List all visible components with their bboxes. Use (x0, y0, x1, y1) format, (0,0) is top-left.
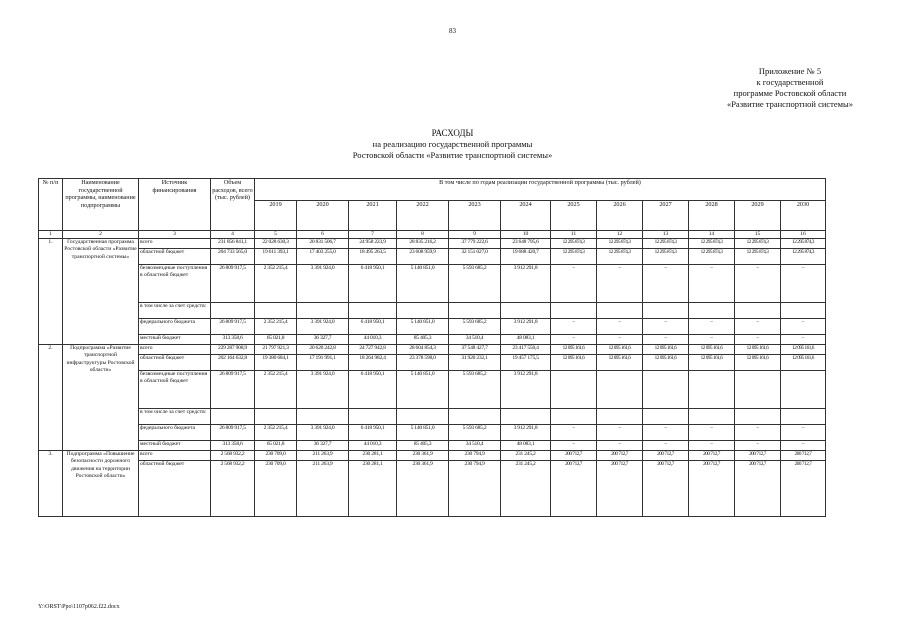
year-amount: – (781, 265, 826, 303)
year-amount: – (551, 425, 597, 441)
table-header (39, 179, 826, 231)
column-number: 12 (597, 231, 643, 239)
header-year: 2020 (297, 201, 349, 231)
header-year: 2022 (397, 201, 449, 231)
year-amount: 17 403 255,0 (297, 249, 349, 265)
year-amount (689, 409, 735, 425)
year-amount (551, 371, 597, 409)
header-year: 2024 (501, 201, 551, 231)
expenses-table (38, 178, 826, 517)
year-amount: – (689, 441, 735, 451)
year-amount: 200 712,7 (781, 451, 826, 461)
year-amount: 200 712,7 (643, 461, 689, 517)
year-amount: 200 712,7 (689, 451, 735, 461)
year-amount (501, 303, 551, 319)
year-amount (597, 371, 643, 409)
column-number: 14 (689, 231, 735, 239)
year-amount: – (735, 319, 781, 335)
year-amount: 3 391 924,0 (297, 319, 349, 335)
year-amount: 231 245,2 (501, 461, 551, 517)
year-amount: 36 327,7 (297, 441, 349, 451)
year-amount: 2 352 215,4 (255, 425, 297, 441)
column-number: 15 (735, 231, 781, 239)
year-amount: 12 295 874,3 (643, 249, 689, 265)
year-amount: 12 095 161,6 (781, 355, 826, 371)
program-name: Государственная программа Ростовской области «Развитие транспортной системы» (63, 239, 139, 345)
funding-source: всего (139, 451, 211, 461)
header-year: 2030 (781, 201, 826, 231)
year-amount: 12 295 874,3 (551, 239, 597, 249)
year-amount: 12 095 161,6 (643, 355, 689, 371)
header-total: Объем расходов, всего (тыс. рублей) (211, 179, 255, 231)
funding-source: безвозмездные поступления в областной бюджет (139, 265, 211, 303)
year-amount: 12 295 874,3 (689, 239, 735, 249)
column-number: 9 (449, 231, 501, 239)
year-amount: – (643, 441, 689, 451)
year-amount: – (735, 335, 781, 345)
year-amount (781, 371, 826, 409)
column-number: 7 (349, 231, 397, 239)
year-amount: 200 712,7 (735, 451, 781, 461)
table-row (39, 441, 826, 451)
year-amount (689, 303, 735, 319)
year-amount: – (689, 425, 735, 441)
program-name: Подпрограмма «Повышение безопасности дорожного движения на территории Ростовской области» (63, 451, 139, 517)
year-amount: 28 604 854,3 (397, 345, 449, 355)
year-amount: 5 593 685,2 (449, 265, 501, 303)
funding-source: областной бюджет (139, 249, 211, 265)
year-amount: 48 083,1 (501, 335, 551, 345)
year-amount: – (551, 441, 597, 451)
year-amount: – (781, 335, 826, 345)
year-amount: 12 095 161,6 (551, 345, 597, 355)
year-amount: 200 712,7 (735, 461, 781, 517)
funding-source: местный бюджет (139, 335, 211, 345)
table-row (39, 425, 826, 441)
year-amount (551, 303, 597, 319)
year-amount: 65 021,8 (255, 441, 297, 451)
funding-source: в том числе за счет средств: (139, 303, 211, 319)
header-npp: № п/п (39, 179, 63, 231)
year-amount: 200 712,7 (689, 461, 735, 517)
year-amount (449, 409, 501, 425)
year-amount (449, 303, 501, 319)
year-amount: 12 295 874,3 (551, 249, 597, 265)
total-amount: 26 809 917,5 (211, 265, 255, 303)
year-amount: 12 295 874,3 (643, 239, 689, 249)
year-amount: 230 794,9 (449, 461, 501, 517)
year-amount: 20 620 242,8 (297, 345, 349, 355)
appendix-line: «Развитие транспортной системы» (726, 99, 853, 109)
year-amount: 3 391 924,0 (297, 371, 349, 409)
year-amount: – (735, 265, 781, 303)
year-amount: 21 797 921,3 (255, 345, 297, 355)
year-amount: 12 095 161,6 (551, 355, 597, 371)
year-amount: – (689, 335, 735, 345)
year-amount (551, 409, 597, 425)
table-row (39, 239, 826, 249)
year-amount: 3 391 924,0 (297, 425, 349, 441)
header-year: 2029 (735, 201, 781, 231)
column-number-row (39, 231, 826, 239)
funding-source: в том числе за счет средств: (139, 409, 211, 425)
total-amount: 2 568 932,2 (211, 461, 255, 517)
year-amount (781, 409, 826, 425)
year-amount (297, 303, 349, 319)
year-amount (781, 303, 826, 319)
total-amount (211, 409, 255, 425)
table-row (39, 461, 826, 517)
year-amount: 230 709,0 (255, 451, 297, 461)
title-line: Ростовской области «Развитие транспортной системы» (352, 150, 553, 160)
program-name: Подпрограмма «Развитие транспортной инфраструктуры Ростовской области» (63, 345, 139, 451)
year-amount: 12 095 161,6 (689, 355, 735, 371)
total-amount: 26 809 917,5 (211, 319, 255, 335)
year-amount: – (735, 441, 781, 451)
year-amount: – (597, 319, 643, 335)
row-number: 1. (39, 239, 63, 345)
year-amount: 6 418 950,1 (349, 265, 397, 303)
header-name: Наименование государственной программы, наименование подпрограммы (63, 179, 139, 231)
year-amount: 65 021,8 (255, 335, 297, 345)
year-amount: – (597, 425, 643, 441)
year-amount: 12 095 161,6 (781, 345, 826, 355)
year-amount: 3 912 291,8 (501, 371, 551, 409)
column-number: 10 (501, 231, 551, 239)
page-number: 83 (449, 27, 456, 35)
year-amount: 12 295 874,3 (781, 249, 826, 265)
year-amount: 2 352 215,4 (255, 319, 297, 335)
year-amount: 23 378 598,0 (397, 355, 449, 371)
year-amount: 200 712,7 (597, 461, 643, 517)
year-amount: 231 245,2 (501, 451, 551, 461)
header-year: 2023 (449, 201, 501, 231)
header-year: 2021 (349, 201, 397, 231)
year-amount: 19 457 175,5 (501, 355, 551, 371)
year-amount (397, 303, 449, 319)
year-amount: 5 140 851,0 (397, 425, 449, 441)
table-row (39, 451, 826, 461)
column-number: 11 (551, 231, 597, 239)
total-amount: 204 733 565,0 (211, 249, 255, 265)
year-amount: – (551, 319, 597, 335)
appendix-header (727, 66, 853, 110)
column-number: 16 (781, 231, 826, 239)
year-amount: 230 361,9 (397, 451, 449, 461)
funding-source: безвозмездные поступления в областной бюджет (139, 371, 211, 409)
year-amount: 34 510,4 (449, 441, 501, 451)
year-amount: 200 712,7 (643, 451, 689, 461)
year-amount: – (643, 425, 689, 441)
year-amount (501, 409, 551, 425)
year-amount: 12 295 874,3 (735, 239, 781, 249)
total-amount (211, 303, 255, 319)
year-amount: 85 405,3 (397, 441, 449, 451)
year-amount: 22 028 630,3 (255, 239, 297, 249)
year-amount: 12 095 161,6 (643, 345, 689, 355)
header-years-caption: В том числе по годам реализации государственной программы (тыс. рублей) (255, 179, 826, 201)
header-year: 2027 (643, 201, 689, 231)
year-amount (735, 409, 781, 425)
year-amount (597, 409, 643, 425)
year-amount: 12 095 161,6 (735, 355, 781, 371)
year-amount: 6 418 950,1 (349, 319, 397, 335)
year-amount: 19 380 684,1 (255, 355, 297, 371)
year-amount: 5 593 685,2 (449, 371, 501, 409)
total-amount: 2 568 932,2 (211, 451, 255, 461)
year-amount: 18 264 982,4 (349, 355, 397, 371)
table-row (39, 335, 826, 345)
column-number: 8 (397, 231, 449, 239)
year-amount (643, 303, 689, 319)
funding-source: областной бюджет (139, 355, 211, 371)
appendix-line: Приложение № 5 (758, 66, 822, 76)
year-amount: 12 295 874,3 (597, 249, 643, 265)
year-amount: 19 611 393,1 (255, 249, 297, 265)
year-amount: 2 352 215,4 (255, 265, 297, 303)
funding-source: местный бюджет (139, 441, 211, 451)
year-amount: 230 361,9 (397, 461, 449, 517)
column-number: 2 (63, 231, 139, 239)
year-amount: 31 920 232,1 (449, 355, 501, 371)
year-amount: 18 495 263,5 (349, 249, 397, 265)
year-amount (349, 409, 397, 425)
document-title (0, 128, 905, 161)
year-amount (255, 409, 297, 425)
table-row (39, 319, 826, 335)
table-row (39, 249, 826, 265)
year-amount: 6 418 950,1 (349, 425, 397, 441)
year-amount: 230 794,9 (449, 451, 501, 461)
year-amount: 48 083,1 (501, 441, 551, 451)
year-amount: 24 727 942,8 (349, 345, 397, 355)
header-year: 2026 (597, 201, 643, 231)
year-amount (255, 303, 297, 319)
year-amount: 32 151 027,0 (449, 249, 501, 265)
year-amount: – (781, 319, 826, 335)
year-amount: 230 281,1 (349, 451, 397, 461)
funding-source: всего (139, 239, 211, 249)
year-amount: 3 912 291,8 (501, 319, 551, 335)
year-amount (297, 409, 349, 425)
year-amount (597, 303, 643, 319)
header-source: Источник финансирования (139, 179, 211, 231)
title-line: РАСХОДЫ (431, 128, 474, 138)
year-amount: 12 295 874,3 (597, 239, 643, 249)
year-amount (689, 371, 735, 409)
year-amount: 3 391 924,0 (297, 265, 349, 303)
year-amount: 5 593 685,2 (449, 425, 501, 441)
file-path-footer: Y:\ORST\Ppo\1107p062.f22.docx (38, 604, 120, 610)
total-amount: 231 856 841,1 (211, 239, 255, 249)
funding-source: федерального бюджета (139, 319, 211, 335)
year-amount: 2 352 215,4 (255, 371, 297, 409)
row-number: 3. (39, 451, 63, 517)
year-amount: 230 709,0 (255, 461, 297, 517)
total-amount: 313 358,6 (211, 441, 255, 451)
year-amount: 5 140 851,0 (397, 371, 449, 409)
funding-source: областной бюджет (139, 461, 211, 517)
year-amount: 5 140 851,0 (397, 319, 449, 335)
table-row (39, 371, 826, 409)
table-row (39, 303, 826, 319)
year-amount: 3 912 291,8 (501, 265, 551, 303)
year-amount (397, 409, 449, 425)
column-number: 1 (39, 231, 63, 239)
total-amount: 202 164 632,8 (211, 355, 255, 371)
year-amount: 20 831 506,7 (297, 239, 349, 249)
header-year: 2028 (689, 201, 735, 231)
year-amount: 24 958 223,9 (349, 239, 397, 249)
table-row (39, 265, 826, 303)
year-amount: 6 418 950,1 (349, 371, 397, 409)
total-amount: 26 809 917,5 (211, 371, 255, 409)
year-amount: 200 712,7 (551, 451, 597, 461)
year-amount: 17 191 991,1 (297, 355, 349, 371)
year-amount: 230 281,1 (349, 461, 397, 517)
title-line: на реализацию государственной программы (372, 139, 533, 149)
year-amount: – (689, 319, 735, 335)
header-year: 2025 (551, 201, 597, 231)
year-amount: 5 593 685,2 (449, 319, 501, 335)
year-amount: 36 327,7 (297, 335, 349, 345)
year-amount: 23 417 550,4 (501, 345, 551, 355)
year-amount: – (597, 441, 643, 451)
year-amount: 12 295 874,3 (735, 249, 781, 265)
year-amount: 44 010,3 (349, 441, 397, 451)
year-amount: – (643, 335, 689, 345)
total-amount: 229 287 908,9 (211, 345, 255, 355)
year-amount (643, 409, 689, 425)
year-amount: – (551, 265, 597, 303)
year-amount: 211 263,9 (297, 461, 349, 517)
year-amount: 200 712,7 (551, 461, 597, 517)
year-amount: – (551, 335, 597, 345)
year-amount: 12 095 161,6 (597, 345, 643, 355)
year-amount: 211 263,9 (297, 451, 349, 461)
year-amount (643, 371, 689, 409)
year-amount: 200 712,7 (597, 451, 643, 461)
funding-source: федерального бюджета (139, 425, 211, 441)
column-number: 13 (643, 231, 689, 239)
row-number: 2. (39, 345, 63, 451)
year-amount: 23 608 959,9 (397, 249, 449, 265)
year-amount: 34 510,4 (449, 335, 501, 345)
appendix-line: программе Ростовской области (733, 88, 847, 98)
year-amount: 23 648 795,6 (501, 239, 551, 249)
year-amount: 28 835 216,2 (397, 239, 449, 249)
year-amount: – (643, 319, 689, 335)
year-amount: – (643, 265, 689, 303)
year-amount (735, 303, 781, 319)
year-amount: 200 712,7 (781, 461, 826, 517)
year-amount: 12 095 161,6 (689, 345, 735, 355)
year-amount: – (689, 265, 735, 303)
year-amount: – (735, 425, 781, 441)
year-amount: 12 295 874,3 (689, 249, 735, 265)
year-amount: 37 548 427,7 (449, 345, 501, 355)
year-amount: – (597, 265, 643, 303)
appendix-line: к государственной (756, 77, 824, 87)
year-amount: 85 405,3 (397, 335, 449, 345)
year-amount: – (781, 425, 826, 441)
total-amount: 26 809 917,5 (211, 425, 255, 441)
year-amount: 19 688 420,7 (501, 249, 551, 265)
year-amount: 37 779 222,6 (449, 239, 501, 249)
column-number: 3 (139, 231, 211, 239)
year-amount: 44 010,3 (349, 335, 397, 345)
year-amount (735, 371, 781, 409)
table-row (39, 355, 826, 371)
year-amount: 12 095 161,6 (735, 345, 781, 355)
year-amount: 12 095 161,6 (597, 355, 643, 371)
funding-source: всего (139, 345, 211, 355)
column-number: 6 (297, 231, 349, 239)
table-row (39, 345, 826, 355)
total-amount: 313 358,6 (211, 335, 255, 345)
year-amount: – (781, 441, 826, 451)
year-amount: 3 912 291,8 (501, 425, 551, 441)
year-amount: 5 140 851,0 (397, 265, 449, 303)
column-number: 5 (255, 231, 297, 239)
year-amount: 12 295 874,3 (781, 239, 826, 249)
header-year: 2019 (255, 201, 297, 231)
year-amount: – (597, 335, 643, 345)
table-row (39, 409, 826, 425)
column-number: 4 (211, 231, 255, 239)
year-amount (349, 303, 397, 319)
